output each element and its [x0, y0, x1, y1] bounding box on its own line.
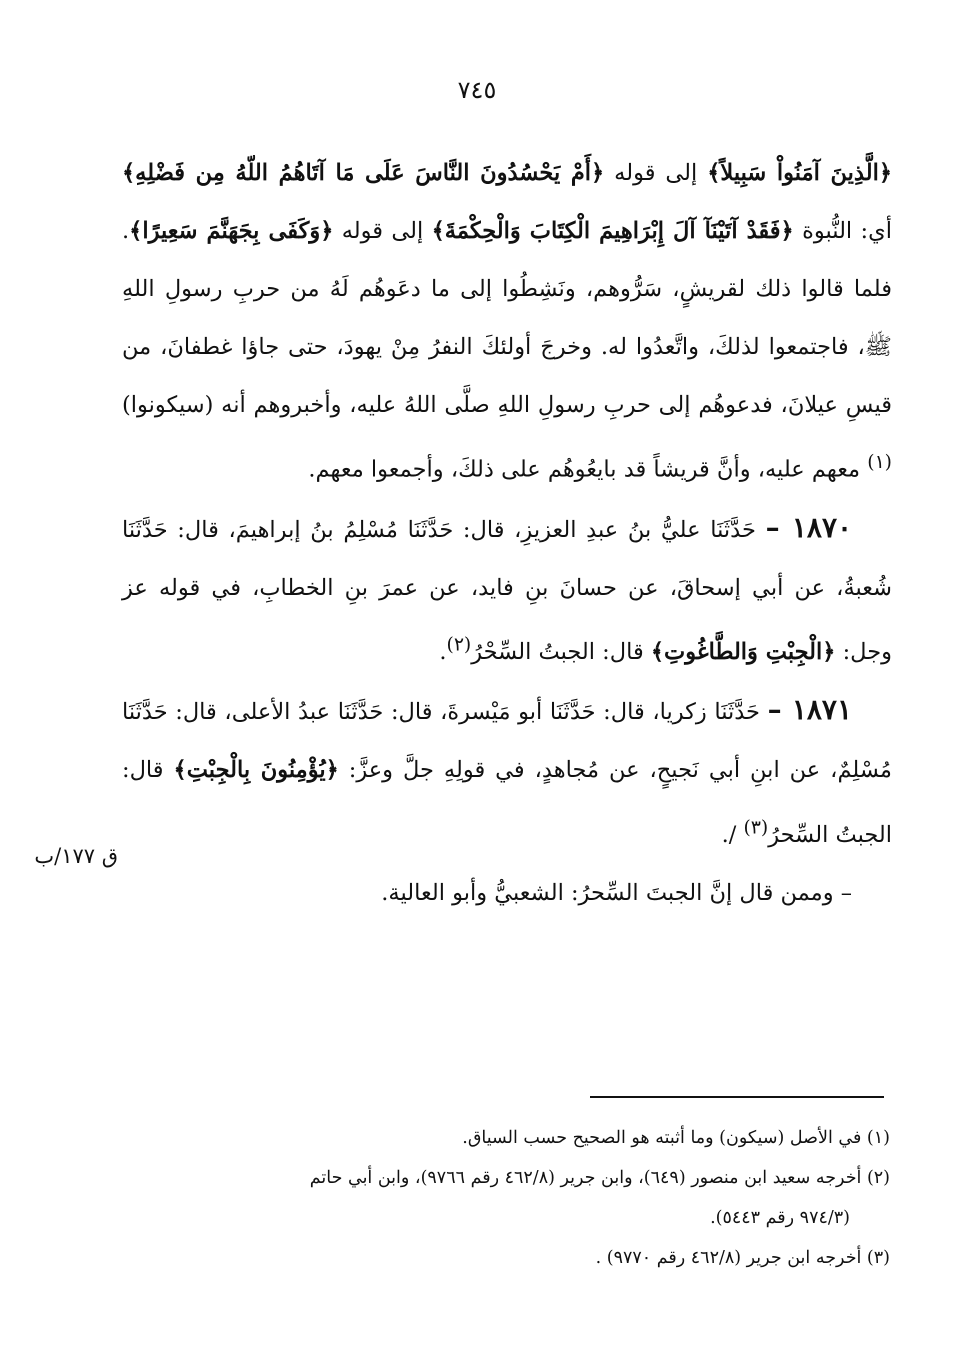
footnote-ref: (١): [867, 452, 892, 473]
footnote-1: (١) في الأصل (سيكون) وما أثبته هو الصحيح حسب السياق.: [462, 1128, 890, 1148]
footnote-2-continued: (٩٧٤/٣ رقم ٥٤٤٣).: [710, 1208, 850, 1228]
text-run: . فلما قالوا ذلك لقريشٍ، سَرُّوهم، ونَشِطُوا إلى ما دعَوهُم لَهُ من حربِ رسولِ اللهِ ﷺ، فاجتمعوا لذلكَ، واتَّعدُوا له. وخرجَ أولئكَ النفرُ مِنْ يهودَ، حتى جاؤا غطفانَ، من قيسِ عيلانَ، فدعوهُم إلى حربِ رسولِ اللهِ صلَّى اللهُ عليه، وأخبروهم أنه (سيكونوا): [122, 218, 892, 418]
text-run: قال: الجبتُ السِّحرُ: [122, 757, 892, 848]
paragraph-opening: [122, 144, 892, 499]
hadith-number: ١٨٧٠ –: [765, 510, 853, 544]
text-run: معهم عليه، وأنَّ قريشاً قد بايعُوهُم على ذلكَ، وأجمعوا معهم.: [308, 456, 868, 483]
footnotes: [110, 1118, 890, 1278]
text-run: حَدَّثَنَا زكريا، قال: حَدَّثَنَا أبو مَيْسرةَ، قال: حَدَّثَنَا عبدُ الأعلى، قال: حَدَّثَنَا مُسْلِمٌ، عن ابنِ أبي نَجيحٍ، عن مُجاهدٍ، في قولِهِ جلَّ وعزَّ:: [122, 699, 892, 783]
main-text: [122, 144, 892, 922]
quran-quote: ﴿فَقَدْ آتَيْنَآ آلَ إِبْرَاهِيمَ الْكِتَابَ وَالْحِكْمَةَ﴾: [431, 218, 794, 244]
footnote-divider: [590, 1096, 884, 1098]
text-run: أي: النُّبوة: [793, 218, 892, 244]
margin-folio-note: ق ١٧٧/ب: [34, 844, 118, 868]
quran-quote: ﴿أَمْ يَحْسُدُونَ النَّاسَ عَلَى مَا آتَاهُمُ اللّهُ مِن فَضْلِهِ﴾: [122, 160, 605, 186]
quran-quote: ﴿الْجِبْتِ وَالطَّاغُوتِ﴾: [650, 639, 836, 665]
text-run: .: [439, 639, 447, 665]
footnote-3: (٣) أخرجه ابن جرير (٤٦٢/٨ رقم ٩٧٧٠) .: [595, 1248, 890, 1268]
text-run: إلى قوله: [333, 218, 432, 244]
hadith-number: ١٨٧١ –: [767, 693, 852, 726]
footnote-ref: (٣): [743, 817, 769, 838]
text-run: قال: الجبتُ السِّحْرُ: [471, 639, 651, 665]
text-run: إلى قوله: [604, 160, 708, 186]
closing-line: – وممن قال إنَّ الجبتَ السِّحرُ: الشعبيُّ وأبو العالية.: [381, 879, 852, 906]
quran-quote: ﴿الَّذِينَ آمَنُواْ سَبِيلاً﴾: [707, 160, 892, 186]
quran-quote: ﴿يُؤْمِنُونَ بِالْجِبْتِ﴾: [173, 757, 339, 783]
text-run: /.: [721, 821, 744, 848]
hadith-1871: [122, 681, 892, 864]
footnote-ref: (٢): [446, 634, 472, 656]
page-number: ٧٤٥: [457, 76, 497, 104]
hadith-1870: [122, 499, 892, 682]
text-run: حَدَّثَنَا عليُّ بنُ عبدِ العزيزِ، قال: حَدَّثَنَا مُسْلِمُ بنُ إبراهيمَ، قال: حَدَّثَنَا شُعبةُ، عن أبي إسحاقَ، عن حسانَ بنِ فايد، عن عمرَ بنِ الخطابِ، في قوله عز وجل:: [122, 516, 892, 665]
quran-quote: ﴿وَكَفَى بِجَهَنَّمَ سَعِيرًا﴾: [129, 218, 334, 244]
footnote-2: (٢) أخرجه سعيد ابن منصور (٦٤٩)، وابن جرير (٤٦٢/٨ رقم ٩٧٦٦)، وابن أبي حاتم: [309, 1168, 890, 1188]
